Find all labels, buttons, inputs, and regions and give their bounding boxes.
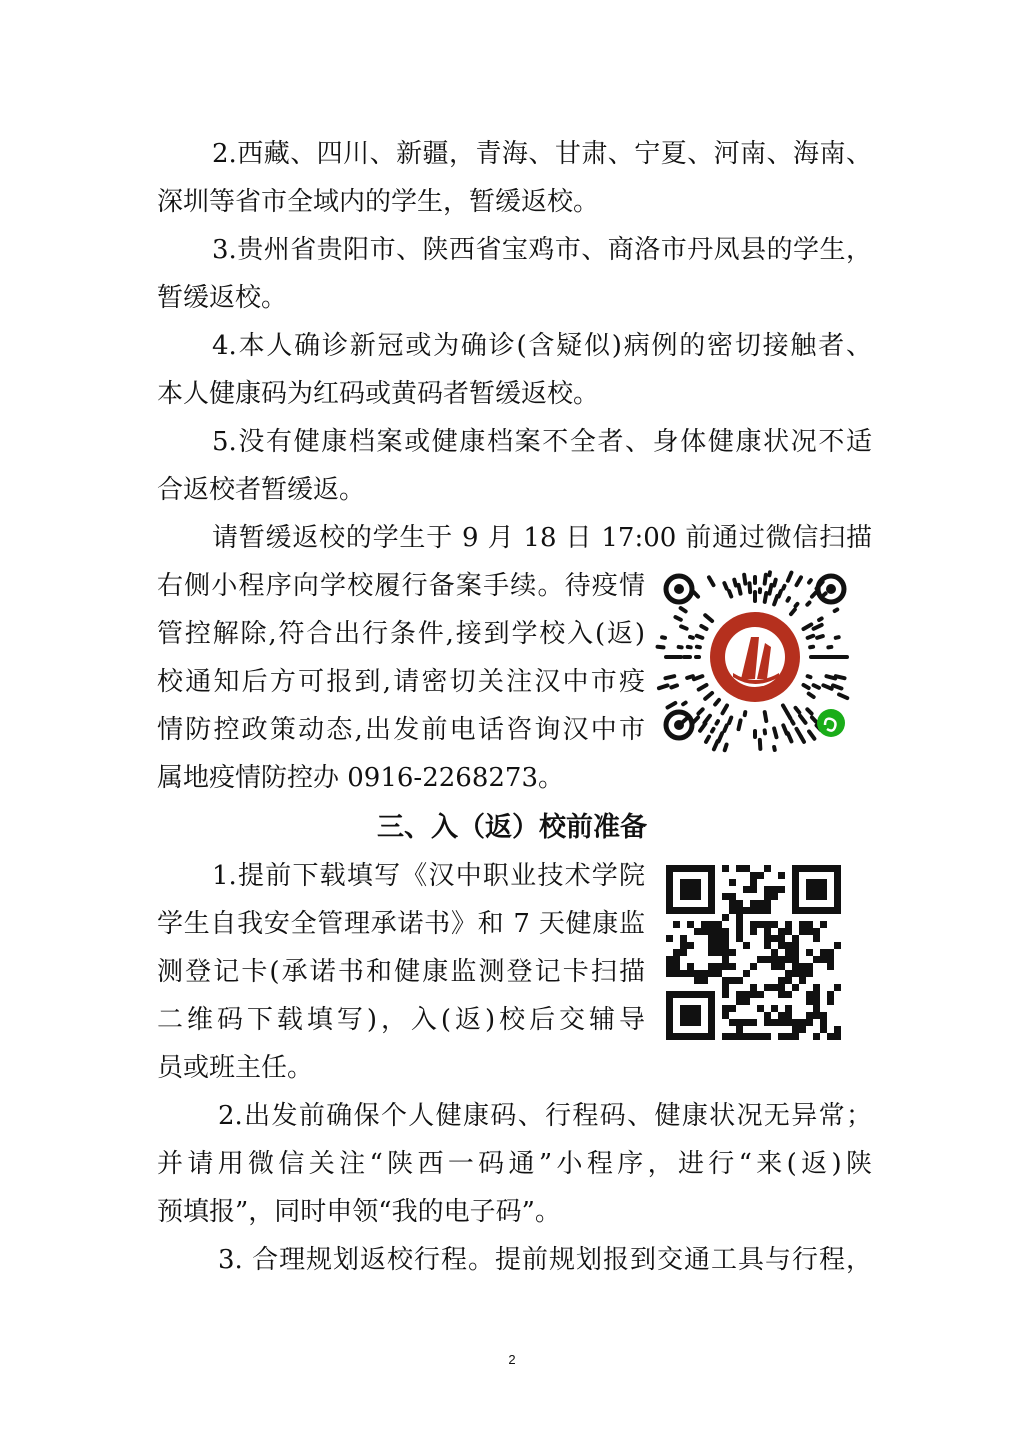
mini-program-code [655,567,851,753]
paragraph-line: 3. 合理规划返校行程。提前规划报到交通工具与行程， [218,1245,872,1275]
qr-code [666,865,846,1041]
qr-code-modules [666,865,841,1040]
paragraph-line: 预填报”，同时申领“我的电子码”。 [157,1197,561,1227]
paragraph-line: 本人健康码为红码或黄码者暂缓返校。 [157,379,600,409]
section-heading: 三、入（返）校前准备 [377,812,647,843]
paragraph-line: 右侧小程序向学校履行备案手续。待疫情 [157,571,645,601]
page-number: 2 [508,1352,516,1367]
paragraph-line: 3.贵州省贵阳市、陕西省宝鸡市、商洛市丹凤县的学生， [212,235,872,265]
paragraph-line: 2.出发前确保个人健康码、行程码、健康状况无异常； [218,1101,872,1131]
paragraph-line: 合返校者暂缓返。 [157,475,366,505]
paragraph-line: 深圳等省市全域内的学生，暂缓返校。 [157,187,600,217]
paragraph-line: 1.提前下载填写《汉中职业技术学院 [212,861,645,891]
wechat-mini-program-icon [817,709,845,737]
paragraph-line: 校通知后方可报到,请密切关注汉中市疫 [157,667,645,697]
paragraph-line: 5.没有健康档案或健康档案不全者、身体健康状况不适 [212,427,872,457]
paragraph-line: 情防控政策动态,出发前电话咨询汉中市 [157,715,645,745]
paragraph-line: 2.西藏、四川、新疆，青海、甘肃、宁夏、河南、海南、 [212,139,872,169]
paragraph-line: 请暂缓返校的学生于 9 月 18 日 17:00 前通过微信扫描 [212,523,872,553]
paragraph-line: 属地疫情防控办 0916-2268273。 [157,763,565,793]
paragraph-line: 并请用微信关注“陕西一码通”小程序，进行“来(返)陕 [157,1149,872,1179]
paragraph-line: 员或班主任。 [157,1053,314,1083]
paragraph-line: 暂缓返校。 [157,283,288,313]
paragraph-line: 二维码下载填写)，入(返)校后交辅导 [157,1005,645,1035]
paragraph-line: 4.本人确诊新冠或为确诊(含疑似)病例的密切接触者、 [212,331,872,361]
paragraph-line: 测登记卡(承诺书和健康监测登记卡扫描 [157,957,645,987]
paragraph-line: 管控解除,符合出行条件,接到学校入(返) [157,619,645,649]
paragraph-line: 学生自我安全管理承诺书》和 7 天健康监 [157,909,645,939]
